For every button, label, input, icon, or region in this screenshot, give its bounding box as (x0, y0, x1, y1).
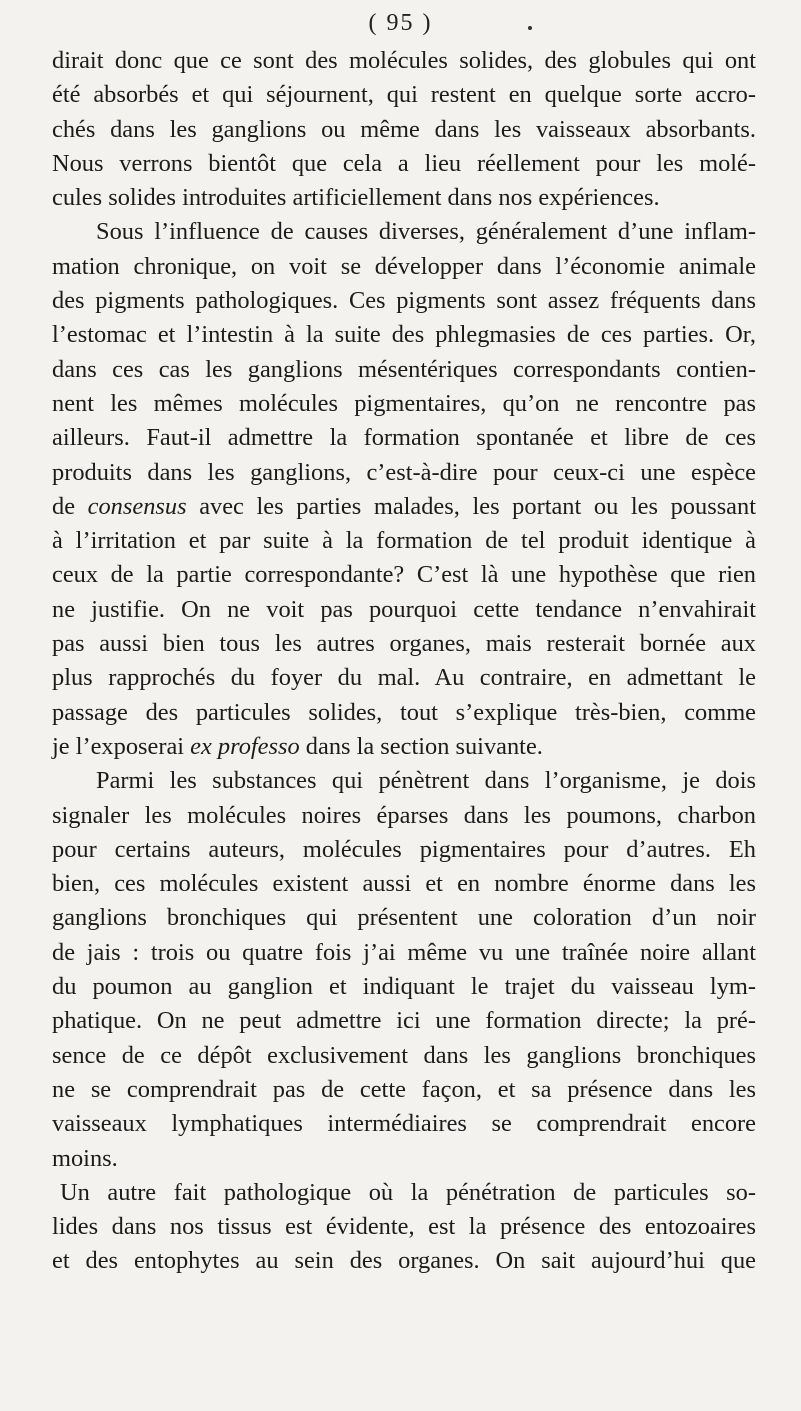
text-line: moins. (52, 1144, 118, 1172)
text-line: plus rapprochés du foyer du mal. Au contraire, en admettant le (52, 664, 756, 692)
body-text (52, 44, 756, 1279)
text-line: chés dans les ganglions ou même dans les vaisseaux absorbants. (52, 115, 756, 143)
text-line: été absorbés et qui séjournent, qui restent en quelque sorte accro- (52, 81, 756, 109)
text-line: phatique. On ne peut admettre ici une formation directe; la pré- (52, 1007, 756, 1035)
italic-term: consensus (87, 492, 187, 520)
ink-speck (528, 26, 532, 30)
text-line: lides dans nos tissus est évidente, est la présence des entozoaires (52, 1213, 756, 1241)
text-line: pour certains auteurs, molécules pigmentaires pour d’autres. Eh (52, 835, 756, 863)
text-line: vaisseaux lymphatiques intermédiaires se comprendrait encore (52, 1110, 756, 1138)
text-line: ganglions bronchiques qui présentent une coloration d’un noir (52, 904, 756, 932)
text-line: cules solides introduites artificiellement dans nos expériences. (52, 184, 660, 212)
text-line: pas aussi bien tous les autres organes, mais resterait bornée aux (52, 630, 756, 658)
text-line: du poumon au ganglion et indiquant le trajet du vaisseau lym- (52, 973, 756, 1001)
text-line: ceux de la partie correspondante? C’est là une hypothèse que rien (52, 561, 756, 589)
text-line (52, 730, 756, 764)
text-segment: de (52, 492, 76, 520)
text-line: ailleurs. Faut-il admettre la formation spontanée et libre de ces (52, 424, 756, 452)
text-line: passage des particules solides, tout s’explique très-bien, comme (52, 698, 756, 726)
text-line: Un autre fait pathologique où la pénétration de particules so- (60, 1178, 756, 1206)
text-segment: dans la section suivante. (305, 732, 543, 760)
text-line: sence de ce dépôt exclusivement dans les ganglions bronchiques (52, 1041, 756, 1069)
text-line: dirait donc que ce sont des molécules solides, des globules qui ont (52, 47, 756, 74)
text-line: nent les mêmes molécules pigmentaires, qu’on ne rencontre pas (52, 389, 756, 417)
text-line: Parmi les substances qui pénètrent dans l’organisme, je dois (96, 767, 756, 795)
text-line: produits dans les ganglions, c’est-à-dire pour ceux-ci une espèce (52, 458, 756, 486)
text-line (52, 490, 756, 524)
text-line: et des entophytes au sein des organes. On sait aujourd’hui que (52, 1247, 756, 1275)
text-line: de jais : trois ou quatre fois j’ai même vu une traînée noire allant (52, 938, 756, 966)
text-line: Sous l’influence de causes diverses, généralement d’une inflam- (96, 218, 756, 246)
text-line: Nous verrons bientôt que cela a lieu réellement pour les molé- (52, 149, 756, 177)
text-line: l’estomac et l’intestin à la suite des phlegmasies de ces parties. Or, (52, 321, 756, 349)
text-line: mation chronique, on voit se développer dans l’économie animale (52, 252, 756, 280)
text-line: ne se comprendrait pas de cette façon, et sa présence dans les (52, 1075, 756, 1103)
text-segment: je l’exposerai (52, 732, 185, 760)
text-line: bien, ces molécules existent aussi et en nombre énorme dans les (52, 870, 756, 898)
page-number: ( 95 ) (368, 10, 433, 36)
text-line: des pigments pathologiques. Ces pigments sont assez fréquents dans (52, 287, 756, 315)
text-line: à l’irritation et par suite à la formation de tel produit identique à (52, 527, 756, 555)
text-line: dans ces cas les ganglions mésentériques correspondants contien- (52, 355, 756, 383)
text-segment: avec les parties malades, les portant ou les poussant (199, 492, 756, 520)
italic-term: ex professo (190, 732, 300, 760)
text-line: signaler les molécules noires éparses dans les poumons, charbon (52, 801, 756, 829)
text-line: ne justifie. On ne voit pas pourquoi cette tendance n’envahirait (52, 595, 756, 623)
